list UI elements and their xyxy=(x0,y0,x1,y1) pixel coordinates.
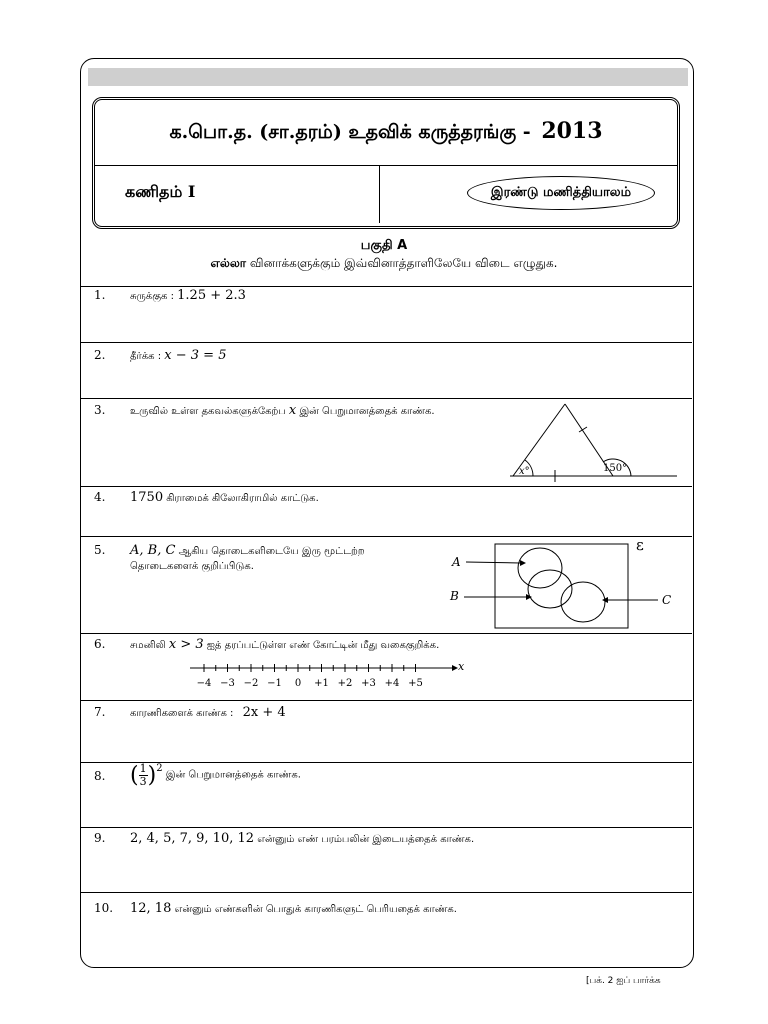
question-prompt: சமனிலி xyxy=(130,640,166,651)
number-line-tick-label: −1 xyxy=(267,678,282,689)
question-prompt: இன் பெறுமானத்தைக் காண்க. xyxy=(165,769,301,781)
set-a-arrowhead xyxy=(520,560,526,566)
number-line-tick-label: +2 xyxy=(337,678,353,689)
row-divider xyxy=(80,342,692,343)
exam-year: 2013 xyxy=(541,118,603,144)
part-title: பகுதி A xyxy=(360,238,408,253)
number-line-tick-label: −3 xyxy=(220,678,235,689)
number-line-tick-label: +5 xyxy=(408,678,423,689)
question-text xyxy=(130,705,286,720)
venn-diagram xyxy=(440,536,680,632)
question-prompt: கிராமைக் கிலோகிராமில் காட்டுக. xyxy=(166,493,319,504)
question-prompt: தீர்க்க : xyxy=(130,351,162,362)
instruction xyxy=(0,256,768,272)
question-prompt: என்னும் எண்களின் பொதுக் காரணிகளுட் பெரியதைக் காண்க. xyxy=(174,904,457,915)
question-text xyxy=(130,490,319,505)
instruction-text: வினாக்களுக்கும் இவ்வினாத்தாளிலேயே விடை எழுதுக. xyxy=(249,256,558,270)
question-text xyxy=(130,348,226,363)
universal-set-box xyxy=(495,544,628,628)
triangle-diagram xyxy=(505,398,685,486)
instruction-bold: எல்லா xyxy=(210,256,247,270)
question-number: 10. xyxy=(94,901,114,915)
question-number: 5. xyxy=(94,543,106,557)
question-prompt: சுருக்குக : xyxy=(130,291,174,302)
question-text xyxy=(130,403,435,418)
question-prompt: ஆகிய தொடைகளிடையே இரு மூட்டற்ற xyxy=(178,546,365,557)
question-text xyxy=(130,901,457,916)
duration-badge: இரண்டு மணித்தியாலம் xyxy=(467,176,655,210)
set-b-circle xyxy=(528,570,572,608)
question-text xyxy=(130,288,246,303)
question-number: 4. xyxy=(94,490,106,504)
universal-set-symbol: ε xyxy=(636,536,644,554)
question-sets: A, B, C xyxy=(130,543,176,558)
row-divider xyxy=(80,700,692,701)
number-line-tick-label: −2 xyxy=(243,678,259,689)
number-line xyxy=(190,654,480,694)
question-text-line2: தொடைகளைக் குறிப்பிடுக. xyxy=(130,561,254,572)
question-expression: x − 3 = 5 xyxy=(164,348,227,363)
top-grey-bar xyxy=(88,68,688,86)
number-line-tick-label: 0 xyxy=(294,678,302,689)
fraction-denominator: 3 xyxy=(139,775,147,788)
question-expression: 1750 xyxy=(130,490,164,505)
fraction-numerator: 1 xyxy=(139,762,147,775)
question-expression: x > 3 xyxy=(168,637,204,652)
set-b-label: B xyxy=(450,589,459,603)
question-number: 2. xyxy=(94,348,106,362)
row-divider xyxy=(80,892,692,893)
exam-title xyxy=(95,118,677,146)
number-line-tick-label: +4 xyxy=(384,678,400,689)
page-footer: [பக். 2 ஐப் பார்க்க xyxy=(586,976,661,986)
row-divider xyxy=(80,827,692,828)
question-number: 3. xyxy=(94,403,106,417)
fraction-open-paren: ( xyxy=(130,763,139,788)
fraction xyxy=(139,763,148,788)
row-divider xyxy=(80,633,692,634)
question-number: 7. xyxy=(94,705,106,719)
set-a-arrow xyxy=(466,562,520,563)
row-divider xyxy=(80,486,692,487)
question-prompt-end: இன் பெறுமானத்தைக் காண்க. xyxy=(299,406,435,417)
header-column-divider xyxy=(379,165,380,223)
number-line-tick-label: +1 xyxy=(314,678,329,689)
question-text xyxy=(130,637,439,652)
exam-title-text: க.பொ.த. (சா.தரம்) உதவிக் கருத்தரங்கு - xyxy=(169,121,531,143)
question-prompt-end: ஐத் தரப்பட்டுள்ள எண் கோட்டின் மீது வகைகுறிக்க. xyxy=(206,640,440,651)
question-number: 9. xyxy=(94,831,106,845)
question-prompt: காரணிகளைக் காண்க : xyxy=(130,708,234,719)
row-divider xyxy=(80,286,692,287)
number-line-tick-label: +3 xyxy=(361,678,376,689)
header-divider xyxy=(95,165,677,166)
question-number: 6. xyxy=(94,637,106,651)
number-line-variable: x xyxy=(458,660,465,673)
subject-name: கணிதம் I xyxy=(125,182,196,201)
question-text xyxy=(130,763,301,788)
question-number: 1. xyxy=(94,288,106,302)
set-a-label: A xyxy=(452,555,461,569)
question-number: 8. xyxy=(94,769,106,783)
fraction-power: 2 xyxy=(156,763,163,774)
question-expression: 2x + 4 xyxy=(242,705,286,720)
question-expression: 12, 18 xyxy=(130,901,172,916)
set-a-circle xyxy=(518,548,562,588)
set-c-circle xyxy=(561,582,605,622)
question-text xyxy=(130,831,474,846)
question-expression: 1.25 + 2.3 xyxy=(177,288,246,303)
exam-header xyxy=(92,97,680,229)
question-text xyxy=(130,543,365,558)
set-c-label: C xyxy=(662,593,672,607)
question-prompt: என்னும் எண் பரம்பலின் இடையத்தைக் காண்க. xyxy=(257,834,475,845)
question-expression: 2, 4, 5, 7, 9, 10, 12 xyxy=(130,831,255,846)
fraction-close-paren: ) xyxy=(147,763,157,788)
number-line-tick-label: −4 xyxy=(196,678,212,689)
question-prompt: உருவில் உள்ள தகவல்களுக்கேற்ப xyxy=(130,406,286,417)
angle-label-150: 150° xyxy=(603,463,628,474)
question-variable: x xyxy=(288,403,297,418)
angle-label-x: x° xyxy=(519,466,530,477)
